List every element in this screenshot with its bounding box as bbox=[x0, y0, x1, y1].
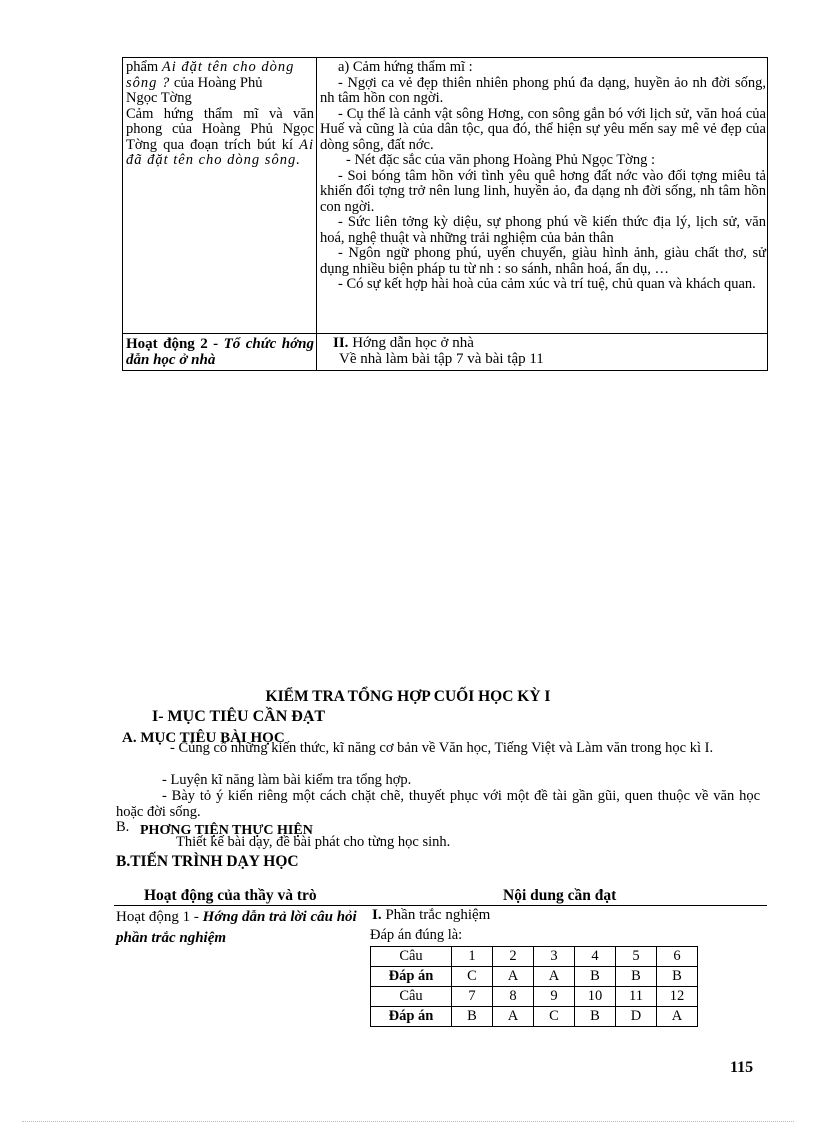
table-cell: D bbox=[616, 1007, 657, 1027]
row-label-question: Câu bbox=[371, 987, 452, 1007]
work-title-line2: sông ? của Hoàng Phủ bbox=[126, 74, 263, 91]
heading-process: B.TIẾN TRÌNH DẠY HỌC bbox=[116, 853, 299, 870]
row1-right-cell bbox=[320, 60, 766, 293]
row-label-answer: Đáp án bbox=[371, 967, 452, 987]
table-cell: C bbox=[452, 967, 493, 987]
row1-left-cell bbox=[126, 60, 314, 169]
header-rule bbox=[114, 905, 767, 906]
table-cell: 11 bbox=[616, 987, 657, 1007]
heading-lesson-goals: A. MỤC TIÊU BÀI HỌC bbox=[122, 730, 285, 746]
table-cell: A bbox=[657, 1007, 698, 1027]
activity-title: Tổ chức hớng dẫn học ở nhà bbox=[126, 336, 315, 368]
table-cell: 9 bbox=[534, 987, 575, 1007]
content-line: - Nét đặc sắc của văn phong Hoàng Phủ Ngọc Tờng : bbox=[346, 152, 656, 168]
activity-1 bbox=[116, 907, 378, 949]
table-cell: 2 bbox=[493, 947, 534, 967]
table-cell: 8 bbox=[493, 987, 534, 1007]
table-cell: A bbox=[493, 967, 534, 987]
row2-right-cell bbox=[333, 336, 779, 367]
row2-left-cell bbox=[126, 337, 314, 368]
row-label-question: Câu bbox=[371, 947, 452, 967]
table-cell: 5 bbox=[616, 947, 657, 967]
table-cell: 6 bbox=[657, 947, 698, 967]
table-cell: B bbox=[616, 967, 657, 987]
section-number: II. bbox=[333, 335, 349, 351]
part-number: I. bbox=[372, 907, 382, 923]
goal-2: - Luyện kĩ năng làm bài kiểm tra tổng hợp. bbox=[162, 772, 412, 788]
answer-table bbox=[370, 946, 698, 1027]
table-cell: B bbox=[575, 967, 616, 987]
content-line: - Sức liên tởng kỳ diệu, sự phong phú về kiến thức địa lý, lịch sử, văn hoá, nghệ thuật và những trải nghiệm của bản thân bbox=[320, 214, 766, 246]
goal-1: - Củng cố những kiến thức, kĩ năng cơ bản về Văn học, Tiếng Việt và Làm văn trong học kì I. bbox=[170, 740, 714, 756]
column-header-activities: Hoạt động của thầy và trò bbox=[144, 887, 317, 904]
content-line: - Soi bóng tâm hồn với tình yêu quê hơng đất nớc vào đối tợng miêu tả khiến đối tợng trở nên lung linh, huyền ảo, đa dạng nh đời sống, nh tâm hồn con ngời. bbox=[320, 167, 766, 215]
content-line: - Có sự kết hợp hài hoà của cảm xúc và trí tuệ, chủ quan và khách quan. bbox=[338, 276, 756, 292]
author-name: Ngọc Tờng bbox=[126, 90, 192, 106]
row-divider bbox=[123, 333, 767, 334]
heading-means: PHƠNG TIỆN THỰC HIỆN bbox=[140, 823, 313, 838]
table-cell: 7 bbox=[452, 987, 493, 1007]
activity-label: Hoạt động 2 - bbox=[126, 336, 224, 352]
table-row bbox=[371, 967, 698, 987]
table-cell: 10 bbox=[575, 987, 616, 1007]
answer-intro: Đáp án đúng là: bbox=[370, 927, 463, 943]
section-title: Hớng dẫn học ở nhà bbox=[348, 335, 474, 351]
table-cell: 12 bbox=[657, 987, 698, 1007]
table-cell: C bbox=[534, 1007, 575, 1027]
content-line: - Ngôn ngữ phong phú, uyển chuyển, giàu hình ảnh, giàu chất thơ, sử dụng nhiều biện pháp tu từ nh : so sánh, nhân hoá, ẩn dụ, … bbox=[320, 245, 766, 277]
table-cell: B bbox=[657, 967, 698, 987]
page-title: KIỂM TRA TỔNG HỢP CUỐI HỌC KỲ I bbox=[265, 688, 551, 705]
content-line: - Ngợi ca vẻ đẹp thiên nhiên phong phú đa dạng, huyền ảo nh đời sống, nh tâm hồn con ngời. bbox=[320, 74, 766, 106]
table-row bbox=[371, 947, 698, 967]
goal-3: - Bày tỏ ý kiến riêng một cách chặt chẽ, thuyết phục với một đề tài gần gũi, quen thuộc về văn học hoặc đời sống. bbox=[116, 788, 760, 820]
table-cell: A bbox=[493, 1007, 534, 1027]
column-divider bbox=[316, 58, 317, 370]
page-number: 115 bbox=[730, 1059, 754, 1076]
table-cell: 3 bbox=[534, 947, 575, 967]
content-line: - Cụ thể là cảnh vật sông Hơng, con sông gắn bó với lịch sử, văn hoá của Huế và cũng là của dân tộc, qua đó, thể hiện sự yêu mến say mê vẻ đẹp của dòng sông, đất nớc. bbox=[320, 105, 766, 153]
lesson-table bbox=[122, 57, 768, 371]
work-title-line: phẩm Ai đặt tên cho dòng bbox=[126, 59, 295, 75]
heading-means-letter: B. bbox=[116, 819, 130, 835]
table-row bbox=[371, 987, 698, 1007]
heading-objectives: I- MỤC TIÊU CẦN ĐẠT bbox=[152, 708, 326, 725]
part-1-heading bbox=[372, 907, 490, 924]
table-cell: 1 bbox=[452, 947, 493, 967]
homework-text: Về nhà làm bài tập 7 và bài tập 11 bbox=[339, 350, 544, 367]
row-label-answer: Đáp án bbox=[371, 1007, 452, 1027]
activity-1-title: Hớng dẫn trả lời câu hỏi phần trắc nghiệm bbox=[116, 909, 357, 946]
table-cell: B bbox=[452, 1007, 493, 1027]
footer-dotted-rule bbox=[22, 1121, 794, 1122]
table-cell: B bbox=[575, 1007, 616, 1027]
activity-1-label: Hoạt động 1 - bbox=[116, 909, 203, 925]
part-title: Phần trắc nghiệm bbox=[381, 907, 491, 923]
table-cell: A bbox=[534, 967, 575, 987]
aesthetic-topic: Cảm hứng thẩm mĩ và văn phong của Hoàng Phủ Ngọc Tờng qua đoạn trích bút kí Ai đã đặt tên cho dòng sông. bbox=[126, 105, 315, 168]
column-header-content: Nội dung cần đạt bbox=[503, 887, 617, 904]
means-text: Thiết kế bài dạy, đề bài phát cho từng học sinh. bbox=[176, 834, 451, 850]
content-line: a) Cảm hứng thẩm mĩ : bbox=[338, 59, 473, 75]
table-cell: 4 bbox=[575, 947, 616, 967]
table-row bbox=[371, 1007, 698, 1027]
